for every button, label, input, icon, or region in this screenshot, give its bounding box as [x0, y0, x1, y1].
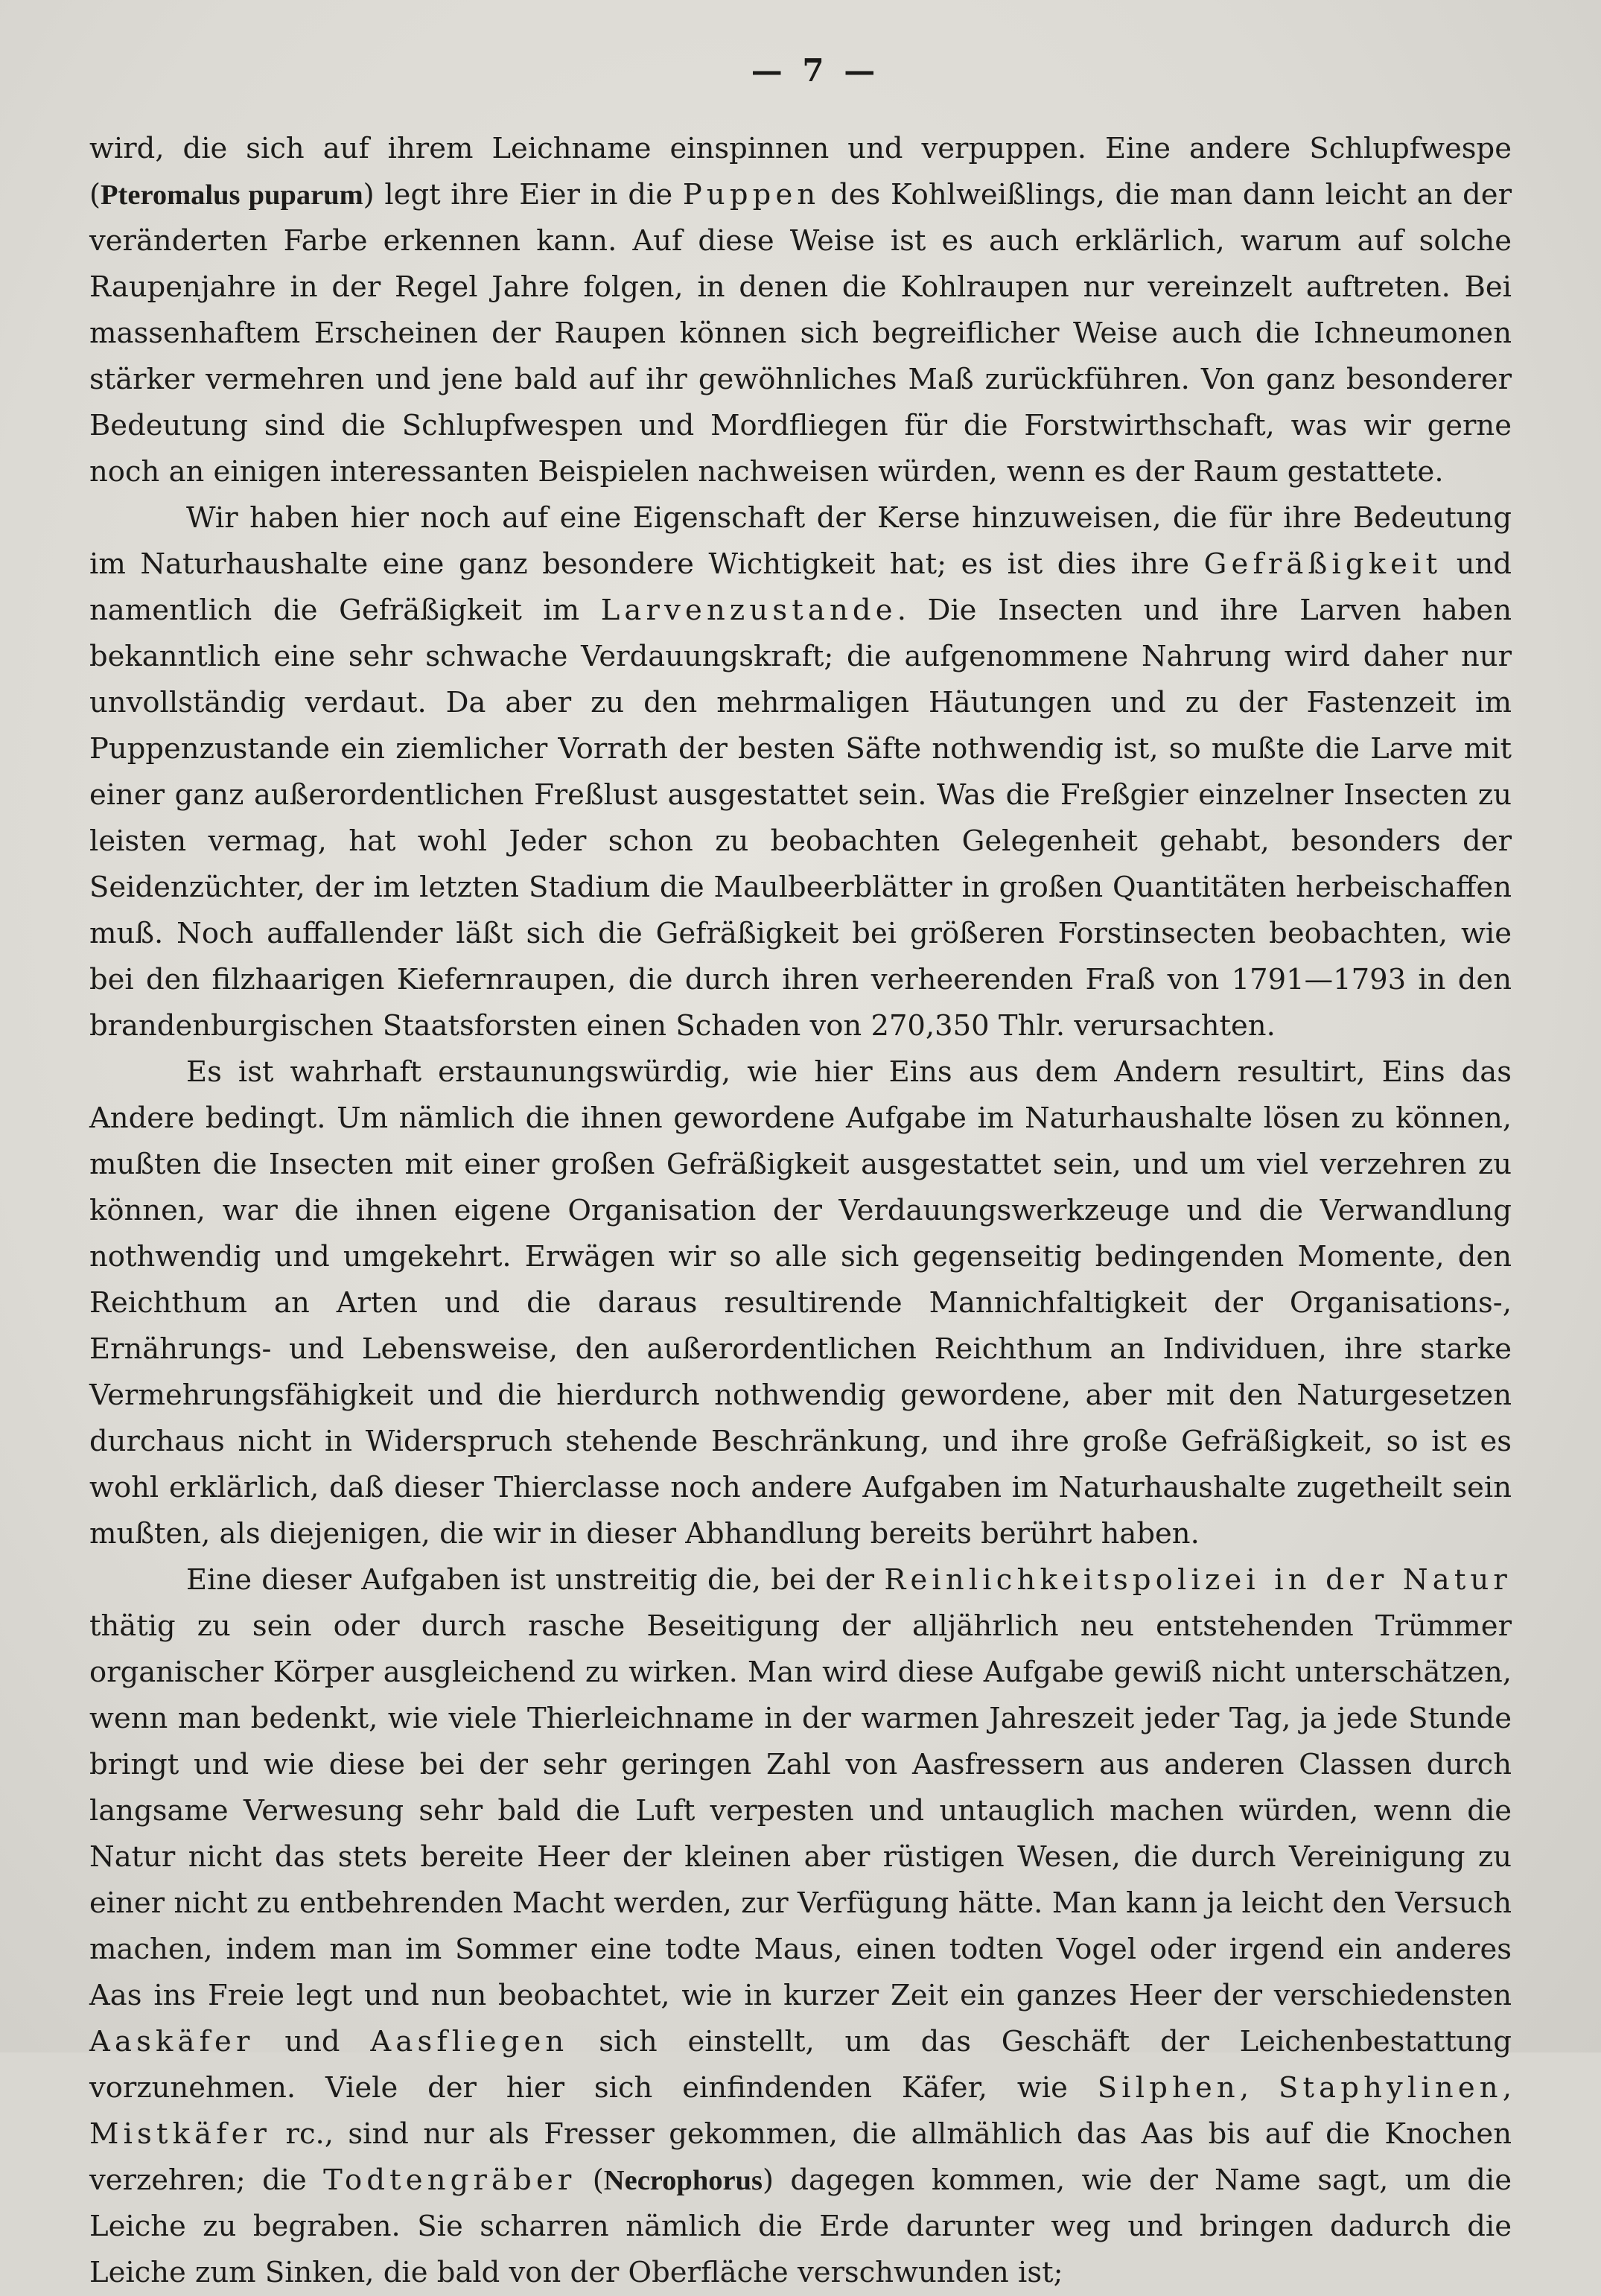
- emphasized-term: Silphen: [1097, 2071, 1240, 2105]
- text-run: rc., sind nur als Fresser gekommen, die allmählich das Aas bis auf die Knochen verzehren; die: [89, 2117, 1512, 2197]
- text-run: des Kohlweißlings, die man dann leicht an der veränderten Farbe erkennen kann. Auf diese Weise ist es auch erklärlich, warum auf solche Raupenjahre in der Regel Jahre folgen, in denen die Kohlraupen nur vereinzelt auftreten. Bei massenhaftem Erscheinen der Raupen können sich begreiflicher Weise auch die Ichneumonen stärker vermehren und jene bald auf ihr gewöhnliches Maß zurückführen. Von ganz besonderer Bedeutung sind die Schlupfwespen und Mordfliegen für die Forstwirthschaft, was wir gerne noch an einigen interessanten Beispielen nachweisen würden, wenn es der Raum gestattete.: [89, 178, 1512, 489]
- text-run: und: [254, 2025, 371, 2058]
- text-run: ,: [1239, 2071, 1279, 2105]
- text-run: und namentlich die Gefräßigkeit im: [89, 547, 1512, 627]
- emphasized-term: Staphylinen: [1278, 2071, 1503, 2105]
- emphasized-term: Mistkäfer: [89, 2117, 272, 2151]
- latin-term: Necrophorus: [603, 2165, 763, 2196]
- body-text: [89, 126, 1512, 2296]
- emphasized-term: Todtengräber: [323, 2163, 576, 2197]
- text-run: Es ist wahrhaft erstaunungswürdig, wie hier Eins aus dem Andern resultirt, Eins das Andere bedingt. Um nämlich die ihnen gewordene Aufgabe im Naturhaushalte lösen zu können, mußten die Insecten mit einer großen Gefräßigkeit ausgestattet sein, und um viel verzehren zu können, war die ihnen eigene Organisation der Verdauungswerkzeuge und die Verwandlung nothwendig und umgekehrt. Erwägen wir so alle sich gegenseitig bedingenden Momente, den Reichthum an Arten und die daraus resultirende Mannichfaltigkeit der Organisations-, Ernährungs- und Lebensweise, den außerordentlichen Reichthum an Individuen, ihre starke Vermehrungsfähigkeit und die hierdurch nothwendig gewordene, aber mit den Naturgesetzen durchaus nicht in Widerspruch stehende Beschränkung, und ihre große Gefräßigkeit, so ist es wohl erklärlich, daß dieser Thierclasse noch andere Aufgaben im Naturhaushalte zugetheilt sein mußten, als diejenigen, die wir in dieser Abhandlung bereits berührt haben.: [89, 1055, 1512, 1551]
- emphasized-term: Aaskäfer: [89, 2025, 255, 2058]
- emphasized-term: Puppen: [682, 178, 821, 212]
- paragraph: [89, 1557, 1512, 2296]
- paragraph: [89, 495, 1512, 1049]
- latin-term: Pteromalus puparum: [101, 179, 363, 211]
- text-run: (: [576, 2163, 604, 2197]
- text-run: sich einstellt, um das Geschäft der Leichenbestattung vorzunehmen. Viele der hier sich einfindenden Käfer, wie: [89, 2025, 1512, 2105]
- text-run: . Die Insecten und ihre Larven haben bekanntlich eine sehr schwache Verdauungskraft; die aufgenommene Nahrung wird daher nur unvollständig verdaut. Da aber zu den mehrmaligen Häutungen und zu der Fastenzeit im Puppenzustande ein ziemlicher Vorrath der besten Säfte nothwendig ist, so mußte die Larve mit einer ganz außerordentlichen Freßlust ausgestattet sein. Was die Freßgier einzelner Insecten zu leisten vermag, hat wohl Jeder schon zu beobachten Gelegenheit gehabt, besonders der Seidenzüchter, der im letzten Stadium die Maulbeerblätter in großen Quantitäten herbeischaffen muß. Noch auffallender läßt sich die Gefräßigkeit bei größeren Forstinsecten beobachten, wie bei den filzhaarigen Kiefernraupen, die durch ihren verheerenden Fraß von 1791—1793 in den brandenburgischen Staatsforsten einen Schaden von 270,350 Thlr. verursachten.: [89, 594, 1512, 1043]
- text-run: ) legt ihre Eier in die: [363, 178, 683, 212]
- text-run: wird, die sich auf ihrem Leichname einspinnen und verpuppen. Eine andere Schlupfwespe (: [89, 132, 1512, 212]
- paragraph: [89, 1049, 1512, 1557]
- emphasized-term: Gefräßigkeit: [1203, 547, 1442, 581]
- page-number: — 7 —: [751, 52, 880, 89]
- paragraph: [89, 126, 1512, 495]
- emphasized-term: Larvenzustande: [600, 594, 897, 627]
- text-run: thätig zu sein oder durch rasche Beseitigung der alljährlich neu entstehenden Trümmer organischer Körper ausgleichend zu wirken. Man wird diese Aufgabe gewiß nicht unterschätzen, wenn man bedenkt, wie viele Thierleichname in der warmen Jahreszeit jeder Tag, ja jede Stunde bringt und wie diese bei der sehr geringen Zahl von Aasfressern aus anderen Classen durch langsame Verwesung sehr bald die Luft verpesten und untauglich machen würden, wenn die Natur nicht das stets bereite Heer der kleinen aber rüstigen Wesen, die durch Vereinigung zu einer nicht zu entbehrenden Macht werden, zur Verfügung hätte. Man kann ja leicht den Versuch machen, indem man im Sommer eine todte Maus, einen todten Vogel oder irgend ein anderes Aas ins Freie legt und nun beobachtet, wie in kurzer Zeit ein ganzes Heer der verschiedensten: [89, 1609, 1512, 2012]
- emphasized-term: Reinlichkeitspolizei in der Natur: [884, 1563, 1512, 1597]
- text-run: Wir haben hier noch auf eine Eigenschaft der Kerse hinzuweisen, die für ihre Bedeutung im Naturhaushalte eine ganz besondere Wichtigkeit hat; es ist dies ihre: [89, 501, 1512, 581]
- text-run: Eine dieser Aufgaben ist unstreitig die, bei der: [186, 1563, 885, 1597]
- text-run: ,: [1502, 2071, 1512, 2105]
- text-run: ) dagegen kommen, wie der Name sagt, um die Leiche zu begraben. Sie scharren nämlich die Erde darunter weg und bringen dadurch die Leiche zum Sinken, die bald von der Oberfläche verschwunden ist;: [89, 2163, 1512, 2289]
- emphasized-term: Aasfliegen: [370, 2025, 569, 2058]
